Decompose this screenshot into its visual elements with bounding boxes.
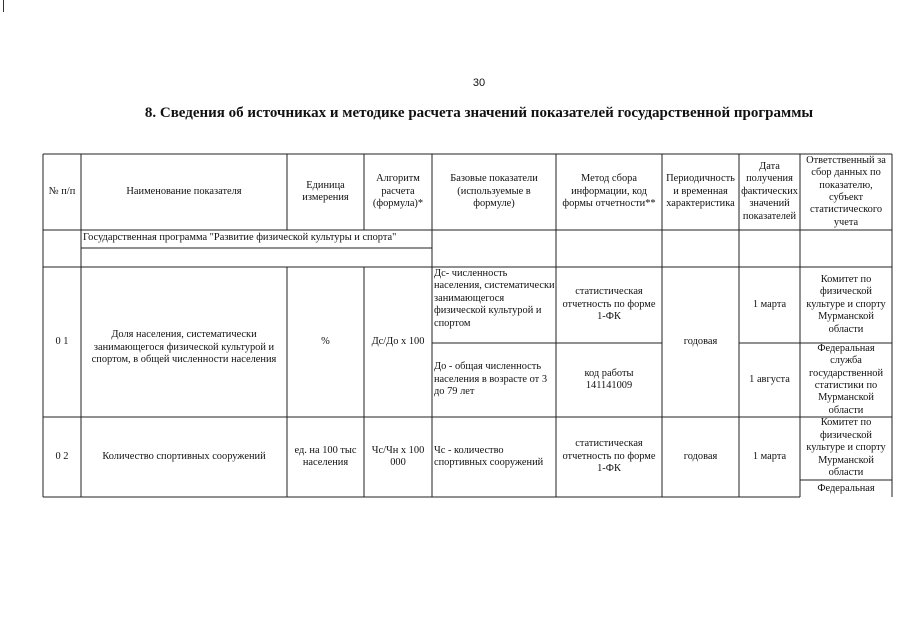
row-1-part-2-method: код работы 141141009 (584, 367, 634, 391)
row-1-part-2-responsible: Федеральная служба государственной статистики по Мурманской области (808, 342, 884, 416)
page-number: 30 (472, 77, 486, 89)
row-1-part-1-method: статистическая отчетность по форме 1-ФК (562, 286, 656, 323)
row-2-num: 0 2 (55, 450, 69, 462)
row-1-num: 0 1 (55, 335, 69, 347)
header-periodicity: Периодичность и временная характеристика (666, 173, 735, 210)
header-base: Базовые показатели (используемые в формуле) (450, 173, 538, 210)
header-method: Метод сбора информации, код формы отчетности** (562, 173, 656, 210)
header-unit: Единица измерения (302, 179, 349, 203)
header-date: Дата получения фактических значений показателей (741, 160, 798, 222)
row-2-unit: ед. на 100 тыс населения (294, 444, 357, 468)
row-2-base: Чс - количество спортивных сооружений (434, 444, 544, 468)
row-1-unit: % (321, 335, 330, 347)
header-num: № п/п (48, 185, 76, 197)
row-1-part-2-date: 1 августа (749, 373, 790, 385)
document-title: 8. Сведения об источниках и методике расчета значений показателей государственной программы (144, 105, 814, 121)
header-name: Наименование показателя (126, 185, 242, 197)
row-2-method: статистическая отчетность по форме 1-ФК (562, 438, 656, 475)
row-2-responsible: Комитет по физической культуре и спорту Мурманской области (806, 417, 886, 479)
row-1-name: Доля населения, систематически занимающегося физической культурой и спортом, в общей численности населения (91, 329, 277, 366)
row-2-date: 1 марта (752, 450, 787, 462)
row-2-periodicity: годовая (683, 450, 718, 462)
row-2-responsible-continued: Федеральная (817, 482, 875, 494)
row-2-name: Количество спортивных сооружений (102, 450, 266, 462)
row-1-part-1-responsible: Комитет по физической культуре и спорту Мурманской области (806, 273, 886, 335)
header-algorithm: Алгоритм расчета (формула)* (372, 173, 424, 210)
program-row-label: Государственная программа "Развитие физической культуры и спорта" (83, 232, 397, 243)
header-responsible: Ответственный за сбор данных по показателю, субъект статистического учета (806, 154, 886, 228)
row-1-algorithm: Дс/До х 100 (371, 335, 425, 347)
row-1-part-2-base: До - общая численность населения в возрасте от 3 до 79 лет (434, 361, 548, 398)
row-2-algorithm: Чс/Чн х 100 000 (371, 444, 425, 468)
row-1-periodicity: годовая (683, 335, 718, 347)
row-1-part-1-date: 1 марта (752, 298, 787, 310)
row-1-part-1-base: Дс- численность населения, систематически занимающегося физической культурой и спортом (434, 268, 555, 329)
